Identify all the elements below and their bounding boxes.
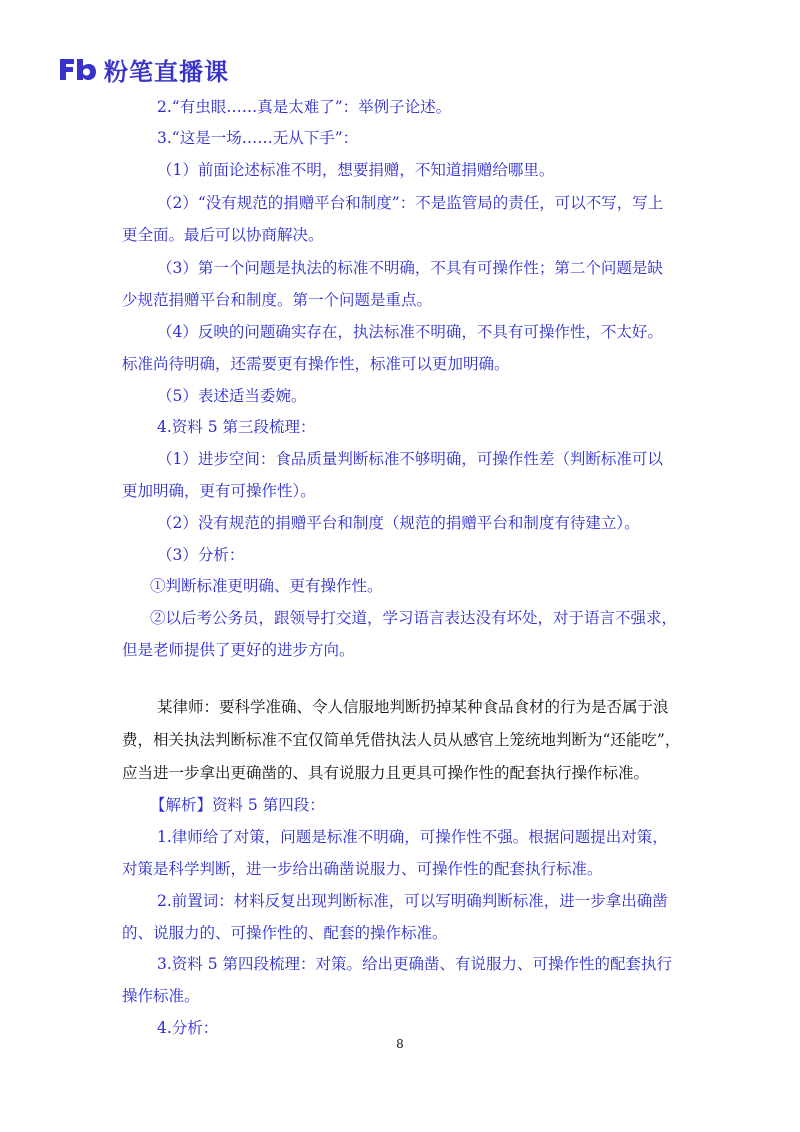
body-line: ①判断标准更明确、更有操作性。 [150, 577, 383, 595]
body-line: 3.资料 5 第四段梳理：对策。给出更确凿、有说服力、可操作性的配套执行 [157, 955, 673, 973]
body-line: 的、说服力的、可操作性的、配套的操作标准。 [122, 924, 448, 942]
brand-logo [58, 54, 229, 84]
body-line: 对策是科学判断，进一步给出确凿说服力、可操作性的配套执行标准。 [122, 860, 603, 878]
body-line: 操作标准。 [122, 987, 200, 1005]
body-line: 更加明确，更有可操作性）。 [122, 482, 316, 500]
body-line: 标准尚待明确，还需要更有操作性，标准可以更加明确。 [122, 355, 510, 373]
brand-name: 粉笔直播课 [104, 57, 229, 86]
body-line: （3）分析： [157, 546, 245, 564]
body-line: 但是老师提供了更好的进步方向。 [122, 641, 355, 659]
quote-line: 应当进一步拿出更确凿的、具有说服力且更具可操作性的配套执行操作标准。 [122, 764, 650, 782]
quote-line: 某律师：要科学准确、令人信服地判断扔掉某种食品食材的行为是否属于浪 [157, 698, 669, 716]
analysis-heading: 【解析】资料 5 第四段： [150, 796, 325, 814]
body-line: （4）反映的问题确实存在，执法标准不明确，不具有可操作性，不太好。 [157, 323, 663, 341]
body-line: （1）进步空间：食品质量判断标准不够明确，可操作性差（判断标准可以 [157, 450, 663, 468]
body-line: （2）没有规范的捐赠平台和制度（规范的捐赠平台和制度有待建立）。 [157, 514, 640, 532]
quote-line: 费，相关执法判断标准不宜仅简单凭借执法人员从感官上笼统地判断为“还能吃”， [122, 731, 681, 749]
body-line: 2.“有虫眼……真是太难了”：举例子论述。 [157, 98, 452, 116]
body-line: 少规范捐赠平台和制度。第一个问题是重点。 [122, 291, 433, 309]
body-line: 3.“这是一场……无从下手”： [157, 129, 359, 147]
body-line: （5）表述适当委婉。 [157, 387, 307, 405]
body-line: ②以后考公务员，跟领导打交道，学习语言表达没有坏处，对于语言不强求， [150, 609, 678, 627]
fb-logo-icon [58, 56, 98, 82]
body-line: 4.资料 5 第三段梳理： [157, 418, 316, 436]
body-line: 更全面。最后可以协商解决。 [122, 226, 324, 244]
body-line: （1）前面论述标准不明，想要捐赠，不知道捐赠给哪里。 [157, 161, 555, 179]
body-line: 2.前置词：材料反复出现判断标准，可以写明确判断标准，进一步拿出确凿 [157, 892, 668, 910]
body-line: （3）第一个问题是执法的标准不明确，不具有可操作性；第二个问题是缺 [157, 259, 663, 277]
body-line: （2）“没有规范的捐赠平台和制度”：不是监管局的责任，可以不写，写上 [157, 194, 664, 212]
body-line: 4.分析： [157, 1019, 219, 1037]
body-line: 1.律师给了对策，问题是标准不明确，可操作性不强。根据问题提出对策， [157, 828, 668, 846]
page-number: 8 [396, 1037, 404, 1051]
